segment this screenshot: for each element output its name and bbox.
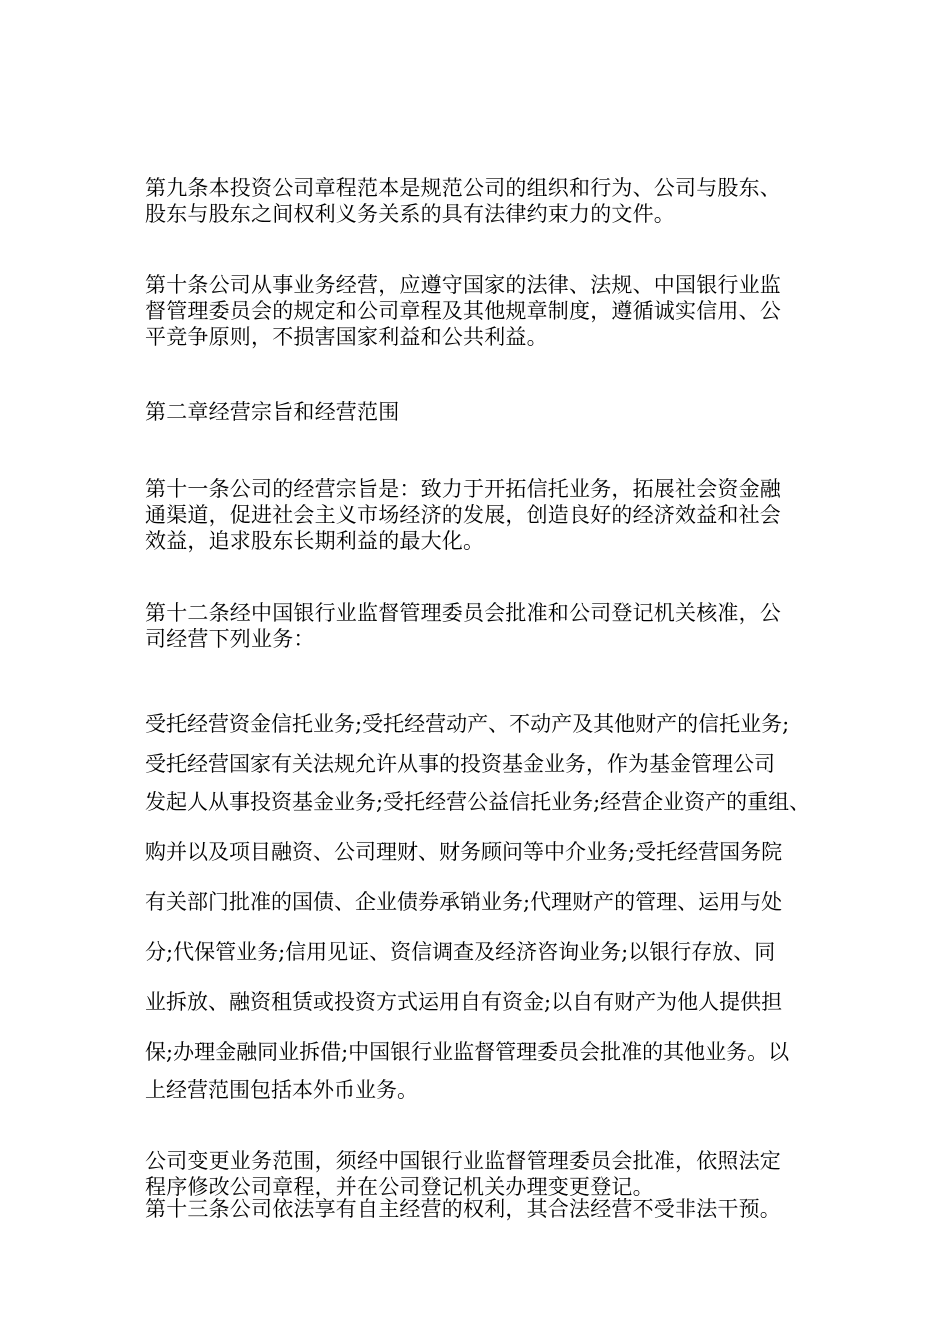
scope-line: 发起人从事投资基金业务;受托经营公益信托业务;经营企业资产的重组、	[145, 790, 811, 814]
scope-line: 业拆放、融资租赁或投资方式运用自有资金;以自有财产为他人提供担	[145, 990, 783, 1014]
chapter-2-heading	[145, 399, 815, 425]
text-line: 督管理委员会的规定和公司章程及其他规章制度，遵循诚实信用、公	[145, 299, 781, 323]
heading-text: 第二章经营宗旨和经营范围	[145, 400, 400, 424]
text-line: 第十三条公司依法享有自主经营的权利，其合法经营不受非法干预。	[145, 1197, 781, 1221]
scope-line: 保;办理金融同业拆借;中国银行业监督管理委员会批准的其他业务。以	[145, 1040, 790, 1064]
scope-line: 购并以及项目融资、公司理财、财务顾问等中介业务;受托经营国务院	[145, 840, 783, 864]
text-line: 通渠道，促进社会主义市场经济的发展，创造良好的经济效益和社会	[145, 503, 781, 527]
scope-line: 上经营范围包括本外币业务。	[145, 1078, 418, 1102]
text-line: 第九条本投资公司章程范本是规范公司的组织和行为、公司与股东、	[145, 176, 781, 200]
scope-line: 受托经营资金信托业务;受托经营动产、不动产及其他财产的信托业务;	[145, 712, 790, 736]
article-9-paragraph	[145, 175, 815, 227]
scope-line: 有关部门批准的国债、企业债券承销业务;代理财产的管理、运用与处	[145, 890, 783, 914]
text-line: 第十一条公司的经营宗旨是：致力于开拓信托业务，拓展社会资金融	[145, 477, 781, 501]
scope-line: 受托经营国家有关法规允许从事的投资基金业务，作为基金管理公司	[145, 752, 775, 776]
article-10-paragraph	[145, 272, 815, 350]
text-line: 第十二条经中国银行业监督管理委员会批准和公司登记机关核准，公	[145, 601, 781, 625]
text-line: 效益，追求股东长期利益的最大化。	[145, 529, 485, 553]
text-line: 公司变更业务范围，须经中国银行业监督管理委员会批准，依照法定	[145, 1149, 781, 1173]
scope-change-paragraph	[145, 1148, 815, 1200]
text-line: 司经营下列业务：	[145, 627, 315, 651]
text-line: 程序修改公司章程，并在公司登记机关办理变更登记。	[145, 1175, 654, 1199]
article-12-paragraph	[145, 600, 815, 652]
article-11-paragraph	[145, 476, 815, 554]
scope-line: 分;代保管业务;信用见证、资信调查及经济咨询业务;以银行存放、同	[145, 940, 776, 964]
article-13-paragraph	[145, 1196, 815, 1222]
text-line: 第十条公司从事业务经营，应遵守国家的法律、法规、中国银行业监	[145, 273, 781, 297]
text-line: 股东与股东之间权利义务关系的具有法律约束力的文件。	[145, 202, 675, 226]
text-line: 平竞争原则，不损害国家利益和公共利益。	[145, 325, 548, 349]
